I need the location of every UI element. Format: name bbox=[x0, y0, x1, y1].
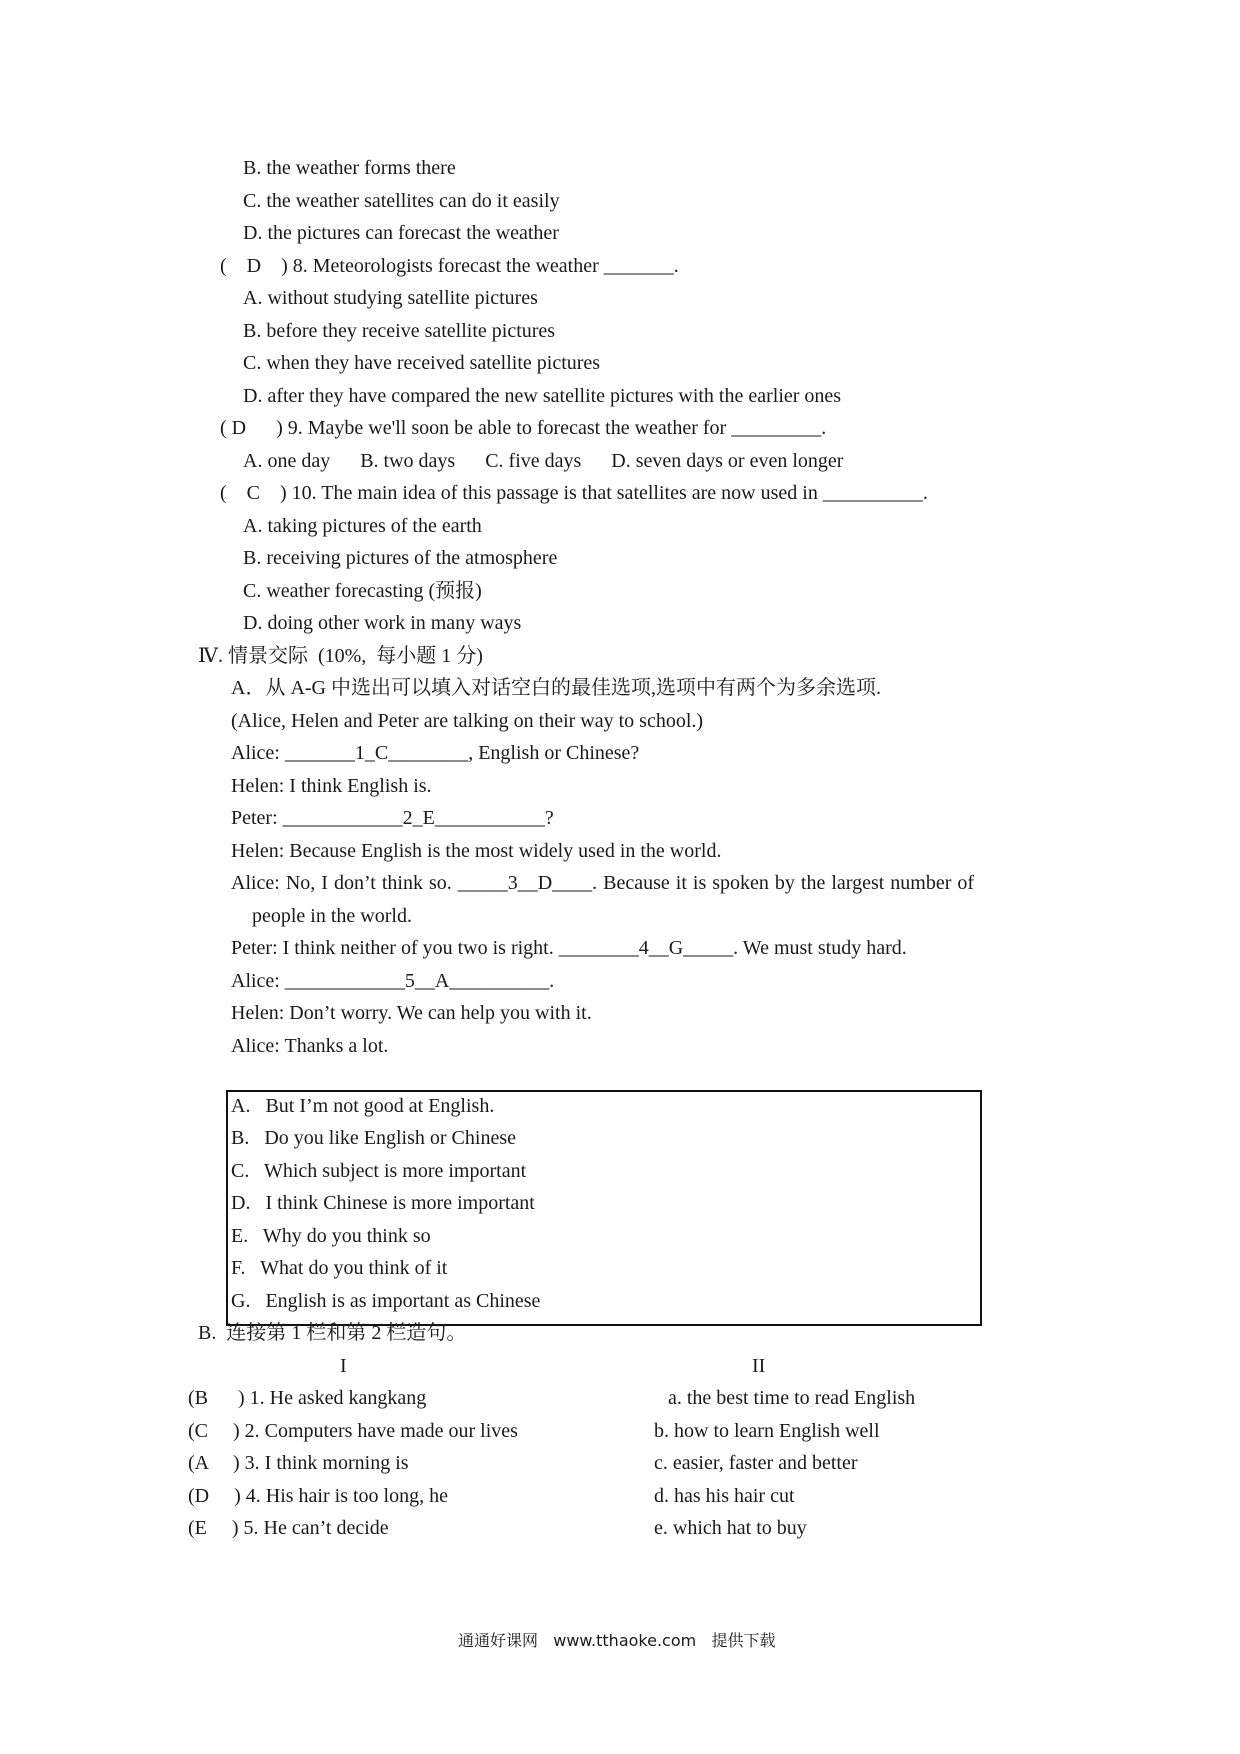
box-option: B. Do you like English or Chinese bbox=[231, 1127, 516, 1149]
dialogue-line: Peter: ____________2_E___________? bbox=[231, 807, 554, 829]
dialogue-line: Helen: Don’t worry. We can help you with it. bbox=[231, 1002, 592, 1024]
partB-instruction: B. 连接第 1 栏和第 2 栏造句。 bbox=[198, 1322, 467, 1344]
match-left-item: (E ) 5. He can’t decide bbox=[188, 1517, 389, 1539]
q9-stem: ( D ) 9. Maybe we'll soon be able to forecast the weather for _________. bbox=[220, 417, 827, 439]
dialogue-line: people in the world. bbox=[252, 905, 412, 927]
match-right-item: a. the best time to read English bbox=[668, 1387, 916, 1409]
column-header-1: I bbox=[340, 1355, 347, 1377]
q10-stem: ( C ) 10. The main idea of this passage is that satellites are now used in __________. bbox=[220, 482, 928, 504]
dialogue-line: Helen: I think English is. bbox=[231, 775, 432, 797]
dialogue-line: Peter: I think neither of you two is right. ________4__G_____. We must study hard. bbox=[231, 937, 907, 959]
box-option: C. Which subject is more important bbox=[231, 1160, 527, 1182]
q10-option-d: D. doing other work in many ways bbox=[243, 612, 522, 634]
column-header-2: II bbox=[752, 1355, 766, 1377]
match-left-item: (A ) 3. I think morning is bbox=[188, 1452, 409, 1474]
q8-option-d: D. after they have compared the new satellite pictures with the earlier ones bbox=[243, 385, 842, 407]
match-left-item: (C ) 2. Computers have made our lives bbox=[188, 1420, 518, 1442]
match-right-item: e. which hat to buy bbox=[654, 1517, 807, 1539]
q10-option-c: C. weather forecasting (预报) bbox=[243, 580, 482, 602]
dialogue-line: Alice: Thanks a lot. bbox=[231, 1035, 389, 1057]
match-left-item: (B ) 1. He asked kangkang bbox=[188, 1387, 427, 1409]
page-footer: 通通好课网 www.tthaoke.com 提供下载 bbox=[458, 1631, 776, 1650]
q8-option-b: B. before they receive satellite pictures bbox=[243, 320, 556, 342]
section4-heading: Ⅳ. 情景交际 (10%, 每小题 1 分) bbox=[198, 645, 483, 667]
dialogue-context: (Alice, Helen and Peter are talking on their way to school.) bbox=[231, 710, 704, 732]
box-option: G. English is as important as Chinese bbox=[231, 1290, 541, 1312]
match-right-item: b. how to learn English well bbox=[654, 1420, 880, 1442]
dialogue-line: Alice: No, I don’t think so. _____3__D____. Because it is spoken by the largest number of bbox=[231, 872, 975, 894]
q10-option-a: A. taking pictures of the earth bbox=[243, 515, 482, 537]
match-right-item: d. has his hair cut bbox=[654, 1485, 795, 1507]
box-option: F. What do you think of it bbox=[231, 1257, 448, 1279]
dialogue-line: Alice: _______1_C________, English or Chinese? bbox=[231, 742, 640, 764]
q10-option-b: B. receiving pictures of the atmosphere bbox=[243, 547, 558, 569]
q8-option-a: A. without studying satellite pictures bbox=[243, 287, 538, 309]
match-right-item: c. easier, faster and better bbox=[654, 1452, 858, 1474]
dialogue-line: Alice: ____________5__A__________. bbox=[231, 970, 555, 992]
q8-option-c: C. when they have received satellite pictures bbox=[243, 352, 601, 374]
q8-stem: ( D ) 8. Meteorologists forecast the weather _______. bbox=[220, 255, 679, 277]
box-option: E. Why do you think so bbox=[231, 1225, 431, 1247]
q7-option-b: B. the weather forms there bbox=[243, 157, 456, 179]
match-left-item: (D ) 4. His hair is too long, he bbox=[188, 1485, 448, 1507]
box-option: A. But I’m not good at English. bbox=[231, 1095, 495, 1117]
q7-option-c: C. the weather satellites can do it easily bbox=[243, 190, 560, 212]
dialogue-line: Helen: Because English is the most widely used in the world. bbox=[231, 840, 722, 862]
box-option: D. I think Chinese is more important bbox=[231, 1192, 535, 1214]
partA-instruction: A．从 A-G 中选出可以填入对话空白的最佳选项,选项中有两个为多余选项. bbox=[231, 677, 881, 699]
q7-option-d: D. the pictures can forecast the weather bbox=[243, 222, 559, 244]
q9-options: A. one day B. two days C. five days D. seven days or even longer bbox=[243, 450, 844, 472]
